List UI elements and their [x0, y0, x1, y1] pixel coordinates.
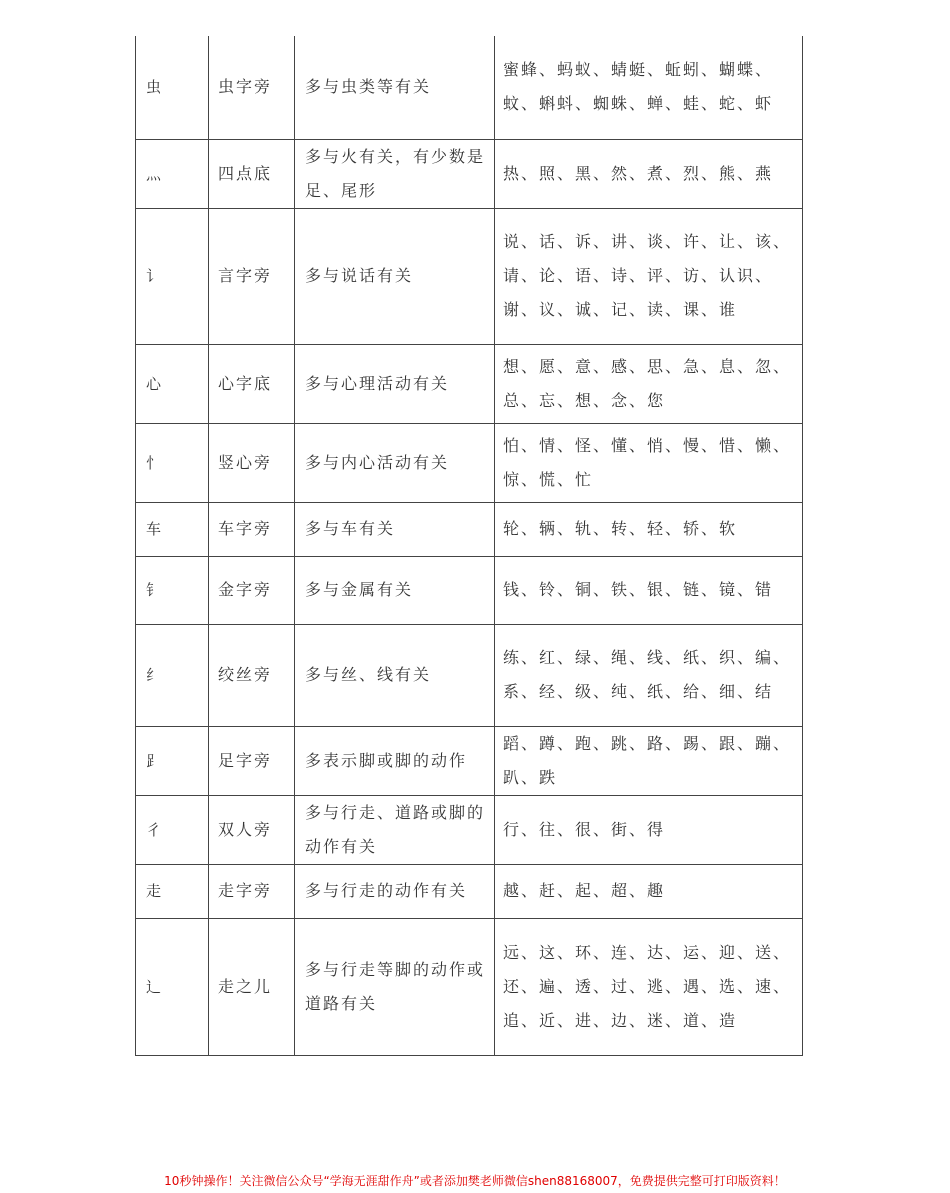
meaning-cell: 多与丝、线有关	[295, 624, 495, 726]
table-row	[136, 795, 803, 864]
table-row	[136, 344, 803, 423]
examples-cell: 想、愿、意、感、思、急、息、忽、总、忘、想、念、您	[495, 344, 803, 423]
table-row	[136, 864, 803, 918]
table-row	[136, 918, 803, 1055]
examples-cell: 钱、铃、铜、铁、银、链、镜、错	[495, 556, 803, 624]
examples-cell: 轮、辆、轨、转、轻、轿、软	[495, 502, 803, 556]
meaning-cell: 多与虫类等有关	[295, 36, 495, 139]
meaning-cell: 多表示脚或脚的动作	[295, 726, 495, 795]
radical-cell: 辶	[136, 918, 209, 1055]
radical-cell: 虫	[136, 36, 209, 139]
meaning-cell: 多与说话有关	[295, 208, 495, 344]
table-row	[136, 36, 803, 139]
radical-name-cell: 足字旁	[209, 726, 295, 795]
table-row	[136, 139, 803, 208]
meaning-cell: 多与行走的动作有关	[295, 864, 495, 918]
examples-cell: 行、往、很、街、得	[495, 795, 803, 864]
table-row	[136, 423, 803, 502]
meaning-cell: 多与内心活动有关	[295, 423, 495, 502]
radical-name-cell: 走之儿	[209, 918, 295, 1055]
table-row	[136, 556, 803, 624]
examples-cell: 练、红、绿、绳、线、纸、织、编、系、经、级、纯、纸、给、细、结	[495, 624, 803, 726]
table-row	[136, 208, 803, 344]
meaning-cell: 多与行走等脚的动作或道路有关	[295, 918, 495, 1055]
radical-cell: 走	[136, 864, 209, 918]
meaning-cell: 多与金属有关	[295, 556, 495, 624]
examples-cell: 越、赶、起、超、趣	[495, 864, 803, 918]
examples-cell: 远、这、环、连、达、运、迎、送、还、遍、透、过、逃、遇、选、速、追、近、进、边、迷、道、造	[495, 918, 803, 1055]
radical-name-cell: 竖心旁	[209, 423, 295, 502]
meaning-cell: 多与火有关，有少数是足、尾形	[295, 139, 495, 208]
radical-cell: 心	[136, 344, 209, 423]
meaning-cell: 多与车有关	[295, 502, 495, 556]
radical-name-cell: 双人旁	[209, 795, 295, 864]
examples-cell: 说、话、诉、讲、谈、许、让、该、请、论、语、诗、评、访、认识、谢、议、诚、记、读、课、谁	[495, 208, 803, 344]
table-row	[136, 726, 803, 795]
examples-cell: 蜜蜂、蚂蚁、蜻蜓、蚯蚓、蝴蝶、蚊、蝌蚪、蜘蛛、蝉、蛙、蛇、虾	[495, 36, 803, 139]
meaning-cell: 多与行走、道路或脚的动作有关	[295, 795, 495, 864]
footer-notice: 10秒钟操作！关注微信公众号“学海无涯甜作舟”或者添加樊老师微信shen88168007，免费提供完整可打印版资料！	[164, 1174, 786, 1188]
examples-cell: 热、照、黑、然、煮、烈、熊、燕	[495, 139, 803, 208]
radical-name-cell: 心字底	[209, 344, 295, 423]
radical-name-cell: 金字旁	[209, 556, 295, 624]
examples-cell: 怕、情、怪、懂、悄、慢、惜、懒、惊、慌、忙	[495, 423, 803, 502]
table-row	[136, 502, 803, 556]
radical-name-cell: 车字旁	[209, 502, 295, 556]
radical-name-cell: 四点底	[209, 139, 295, 208]
radical-cell: 灬	[136, 139, 209, 208]
radical-cell: 讠	[136, 208, 209, 344]
radical-name-cell: 绞丝旁	[209, 624, 295, 726]
radical-cell: 彳	[136, 795, 209, 864]
radical-cell: 忄	[136, 423, 209, 502]
radical-cell: ⻊	[136, 726, 209, 795]
radical-name-cell: 走字旁	[209, 864, 295, 918]
radical-name-cell: 言字旁	[209, 208, 295, 344]
radical-name-cell: 虫字旁	[209, 36, 295, 139]
radical-cell: 纟	[136, 624, 209, 726]
table-row	[136, 624, 803, 726]
radical-cell: 钅	[136, 556, 209, 624]
meaning-cell: 多与心理活动有关	[295, 344, 495, 423]
examples-cell: 蹈、蹲、跑、跳、路、踢、跟、蹦、趴、跌	[495, 726, 803, 795]
table-body	[136, 36, 803, 1055]
radical-cell: 车	[136, 502, 209, 556]
radical-table	[135, 36, 803, 1056]
